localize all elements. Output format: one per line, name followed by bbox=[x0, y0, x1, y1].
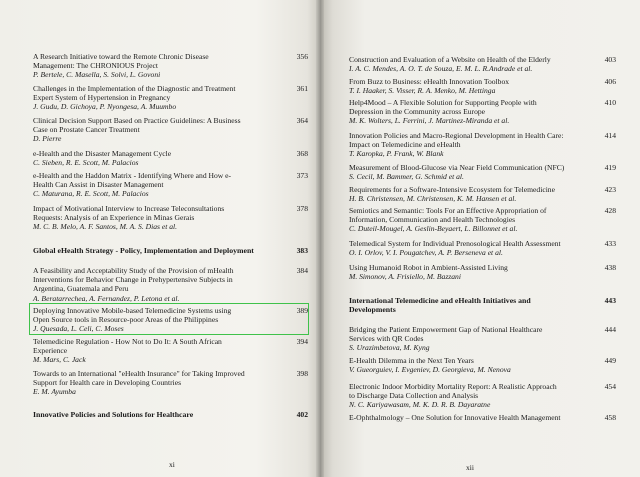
toc-entry bbox=[349, 325, 589, 353]
toc-page-number: 443 bbox=[604, 296, 616, 305]
toc-page-number: 361 bbox=[296, 84, 308, 93]
toc-page-number: 428 bbox=[604, 206, 616, 215]
toc-page-number: 444 bbox=[604, 325, 616, 334]
toc-entry-authors: C. Duteil-Mougel, A. Geslin-Beyaert, L. Billonnet et al. bbox=[349, 224, 518, 234]
toc-page-number: 389 bbox=[296, 306, 308, 315]
toc-page-number: 438 bbox=[604, 263, 616, 272]
toc-entry-authors: A. Beratarrechea, A. Fernandez, P. Letona et al. bbox=[33, 293, 180, 303]
toc-entry-title-line: Electronic Indoor Morbidity Mortality Report: A Realistic Approach bbox=[349, 382, 557, 391]
toc-entry bbox=[349, 206, 589, 234]
toc-entry bbox=[349, 131, 589, 159]
toc-entry-title-line: Experience bbox=[33, 346, 68, 356]
toc-page-number: 410 bbox=[604, 98, 616, 107]
toc-entry bbox=[33, 369, 281, 397]
toc-entry-authors: S. Cecil, M. Bammer, G. Schmid et al. bbox=[349, 172, 464, 182]
toc-entry-title-line: E-Health Dilemma in the Next Ten Years bbox=[349, 356, 474, 365]
toc-section-heading bbox=[33, 410, 281, 419]
right-page bbox=[320, 0, 640, 477]
toc-page-number: 449 bbox=[604, 356, 616, 365]
toc-entry-title-line: Measurement of Blood-Glucose via Near Field Communication (NFC) bbox=[349, 163, 565, 172]
toc-entry-title-line: Health Can Assist in Disaster Management bbox=[33, 180, 164, 190]
toc-entry-title-line: Bridging the Patient Empowerment Gap of National Healthcare bbox=[349, 325, 543, 334]
toc-entry-authors: T. Karopka, P. Frank, W. Blank bbox=[349, 149, 444, 159]
toc-entry bbox=[349, 263, 589, 281]
toc-entry-title-line: e-Health and the Haddon Matrix - Identifying Where and How e- bbox=[33, 171, 232, 180]
toc-entry-title-line: Requirements for a Software-Intensive Ecosystem for Telemedicine bbox=[349, 185, 555, 194]
toc-page-number: 402 bbox=[296, 410, 308, 419]
toc-page-number: 406 bbox=[604, 77, 616, 86]
toc-entry-title-line: Information, Communication and Health Technologies bbox=[349, 215, 516, 225]
toc-page-number: 394 bbox=[296, 337, 308, 346]
toc-entry bbox=[349, 98, 589, 126]
toc-entry-title-line: Argentina, Guatemala and Peru bbox=[33, 284, 129, 294]
toc-section-heading bbox=[349, 296, 589, 314]
toc-page-number: 454 bbox=[604, 382, 616, 391]
toc-page-number: 368 bbox=[296, 149, 308, 158]
toc-entry-authors: C. Maturana, R. E. Scott, M. Palacios bbox=[33, 189, 149, 199]
toc-entry-title-line: Semiotics and Semantic: Tools For an Effective Appropriation of bbox=[349, 206, 547, 215]
toc-entry-title-line: Expert System of Hypertension in Pregnancy bbox=[33, 93, 171, 103]
toc-page-number: 403 bbox=[604, 55, 616, 64]
toc-entry bbox=[33, 266, 281, 303]
toc-entry-title-line: A Research Initiative toward the Remote Chronic Disease bbox=[33, 52, 209, 61]
toc-entry-title-line: Clinical Decision Support Based on Practice Guidelines: A Business bbox=[33, 116, 241, 125]
toc-entry-title-line: Towards to an International "eHealth Insurance" for Taking Improved bbox=[33, 369, 245, 378]
book-gutter bbox=[316, 0, 324, 477]
toc-entry-title-line: Management: The CHRONIOUS Project bbox=[33, 61, 158, 71]
toc-entry bbox=[349, 77, 589, 95]
toc-entry-title-line: Interventions for Behavior Change in Prehypertensive Subjects in bbox=[33, 275, 233, 285]
toc-entry bbox=[33, 149, 281, 167]
toc-entry bbox=[349, 163, 589, 181]
toc-entry-title-line: Support for Health care in Developing Countries bbox=[33, 378, 182, 388]
toc-entry-title-line: International Telemedicine and eHealth Initiatives and bbox=[349, 296, 531, 305]
toc-entry-authors: C. Sieben, R. E. Scott, M. Palacios bbox=[33, 158, 139, 168]
toc-entry bbox=[33, 204, 281, 232]
toc-entry-authors: I. A. C. Mendes, A. O. T. de Souza, E. M. L. R.Andrade et al. bbox=[349, 64, 533, 74]
toc-entry-authors: J. Gudu, D. Gichoya, P. Nyongesa, A. Muumbo bbox=[33, 102, 177, 112]
toc-page-number: 364 bbox=[296, 116, 308, 125]
toc-entry-authors: H. B. Christensen, M. Christensen, K. M. Hansen et al. bbox=[349, 194, 517, 204]
toc-page-number: 433 bbox=[604, 239, 616, 248]
toc-page-number: 458 bbox=[604, 413, 616, 422]
toc-entry-title-line: Global eHealth Strategy - Policy, Implementation and Deployment bbox=[33, 246, 254, 255]
toc-entry-title-line: Telemedical System for Individual Prenosological Health Assessment bbox=[349, 239, 561, 248]
toc-page-number: 383 bbox=[296, 246, 308, 255]
toc-entry-authors: P. Bertele, C. Masella, S. Solvi, L. Govoni bbox=[33, 70, 161, 80]
toc-entry-authors: M. Simonov, A. Frisiello, M. Bazzani bbox=[349, 272, 461, 282]
toc-entry-authors: V. Gueorguiev, I. Evgeniev, D. Georgieva, M. Nenova bbox=[349, 365, 511, 375]
toc-page-number: 373 bbox=[296, 171, 308, 180]
toc-entry-title-line: A Feasibility and Acceptability Study of the Provision of mHealth bbox=[33, 266, 234, 275]
toc-entry bbox=[349, 382, 589, 410]
page-folio: xii bbox=[466, 463, 475, 472]
toc-entry bbox=[349, 55, 589, 73]
toc-entry-title-line: Challenges in the Implementation of the Diagnostic and Treatment bbox=[33, 84, 236, 93]
toc-entry-title-line: E-Ophthalmology – One Solution for Innovative Health Management bbox=[349, 413, 561, 422]
toc-entry-title-line: to Discharge Data Collection and Analysis bbox=[349, 391, 479, 401]
toc-entry-title-line: Requests: Analysis of an Experience in Minas Gerais bbox=[33, 213, 195, 223]
toc-entry-title-line: Innovative Policies and Solutions for Healthcare bbox=[33, 410, 194, 419]
toc-entry bbox=[33, 337, 281, 365]
toc-entry-authors: M. K. Wolters, L. Ferrini, J. Martinez-Miranda et al. bbox=[349, 116, 510, 126]
toc-entry-title-line: Using Humanoid Robot in Ambient-Assisted Living bbox=[349, 263, 508, 272]
toc-entry bbox=[33, 84, 281, 112]
toc-entry-title-line: e-Health and the Disaster Management Cycle bbox=[33, 149, 172, 158]
toc-entry-title-line: Deploying Innovative Mobile-based Telemedicine Systems using bbox=[33, 306, 232, 315]
toc-entry-title-line: Help4Mood – A Flexible Solution for Supporting People with bbox=[349, 98, 537, 107]
toc-entry-authors: D. Pierre bbox=[33, 134, 62, 144]
page-folio: xi bbox=[169, 460, 175, 469]
toc-entry-title-line: Open Source tools in Resource-poor Areas of the Philippines bbox=[33, 315, 219, 325]
toc-entry-title-line: Case on Prostate Cancer Treatment bbox=[33, 125, 140, 135]
toc-page-number: 356 bbox=[296, 52, 308, 61]
toc-entry bbox=[33, 116, 281, 144]
highlighted-entry-box bbox=[29, 303, 309, 335]
toc-entry-authors: J. Quesada, L. Celi, C. Moses bbox=[33, 324, 124, 334]
toc-entry-title-line: Developments bbox=[349, 305, 396, 315]
toc-entry bbox=[349, 185, 589, 203]
toc-entry-authors: N. C. Kariyawasam, M. K. D. R. B. Dayaratne bbox=[349, 400, 491, 410]
toc-entry-title-line: Telemedicine Regulation - How Not to Do It: A South African bbox=[33, 337, 222, 346]
toc-entry bbox=[349, 413, 589, 422]
toc-entry-title-line: Depression in the Community across Europe bbox=[349, 107, 486, 117]
toc-entry-authors: T. I. Haaker, S. Visser, R. A. Menko, M. Hettinga bbox=[349, 86, 496, 96]
toc-page-number: 378 bbox=[296, 204, 308, 213]
toc-entry-title-line: Services with QR Codes bbox=[349, 334, 424, 344]
toc-page-number: 414 bbox=[604, 131, 616, 140]
toc-page-number: 419 bbox=[604, 163, 616, 172]
toc-entry bbox=[33, 52, 281, 80]
toc-section-heading bbox=[33, 246, 281, 255]
toc-entry-title-line: From Buzz to Business: eHealth Innovation Toolbox bbox=[349, 77, 510, 86]
toc-page-number: 384 bbox=[296, 266, 308, 275]
toc-entry bbox=[33, 171, 281, 199]
toc-page-number: 423 bbox=[604, 185, 616, 194]
toc-entry-title-line: Impact on Telemedicine and eHealth bbox=[349, 140, 461, 150]
toc-entry bbox=[349, 239, 589, 257]
toc-entry bbox=[349, 356, 589, 374]
toc-page-number: 398 bbox=[296, 369, 308, 378]
toc-entry-authors: M. C. B. Melo, A. F. Santos, M. A. S. Dias et al. bbox=[33, 222, 178, 232]
toc-entry-authors: E. M. Ayumba bbox=[33, 387, 76, 397]
toc-entry-authors: M. Mars, C. Jack bbox=[33, 355, 86, 365]
toc-entry-authors: S. Urazimbetova, M. Kyng bbox=[349, 343, 430, 353]
toc-entry-title-line: Construction and Evaluation of a Website on Health of the Elderly bbox=[349, 55, 551, 64]
toc-entry-authors: O. I. Orlov, V. I. Pougatchev, A. P. Berseneva et al. bbox=[349, 248, 503, 258]
toc-entry-title-line: Impact of Motivational Interview to Increase Teleconsultations bbox=[33, 204, 225, 213]
toc-entry-title-line: Innovation Policies and Macro-Regional Development in Health Care: bbox=[349, 131, 564, 140]
